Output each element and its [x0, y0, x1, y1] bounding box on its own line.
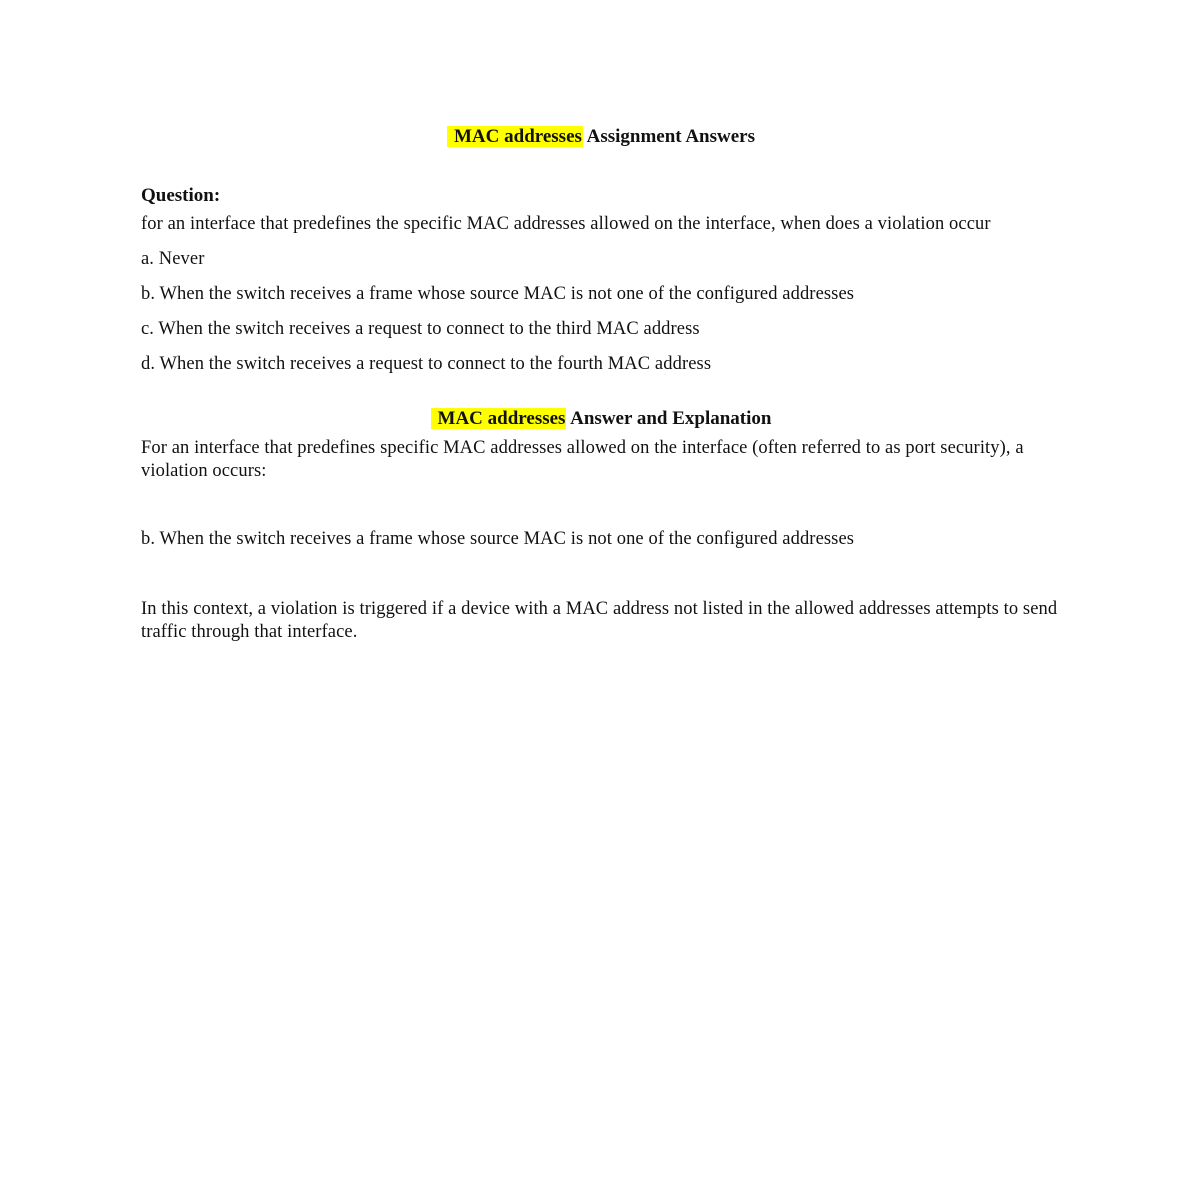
- explanation-text: In this context, a violation is triggered if a device with a MAC address not listed in the allowed addresses attempts to send traffic through that interface.: [141, 599, 1058, 642]
- option-b: b. When the switch receives a frame whose source MAC is not one of the configured addresses: [141, 284, 855, 304]
- question-text: for an interface that predefines the specific MAC addresses allowed on the interface, when does a violation occur: [141, 214, 991, 234]
- answer-choice: b. When the switch receives a frame whose source MAC is not one of the configured addresses: [141, 529, 855, 549]
- answer-heading-highlight: MAC addresses: [431, 408, 567, 429]
- document-title: [141, 124, 1061, 150]
- answer-intro: For an interface that predefines specific MAC addresses allowed on the interface (often referred to as port security), a violation occurs:: [141, 438, 1024, 481]
- title-rest: Assignment Answers: [582, 126, 755, 147]
- question-label: Question:: [141, 185, 221, 206]
- option-d: d. When the switch receives a request to connect to the fourth MAC address: [141, 354, 712, 374]
- answer-heading-rest: Answer and Explanation: [566, 408, 772, 429]
- title-highlight: MAC addresses: [447, 126, 583, 147]
- answer-heading: [141, 406, 1061, 432]
- option-c: c. When the switch receives a request to connect to the third MAC address: [141, 319, 700, 339]
- document-body: [141, 124, 1061, 644]
- option-a: a. Never: [141, 249, 205, 269]
